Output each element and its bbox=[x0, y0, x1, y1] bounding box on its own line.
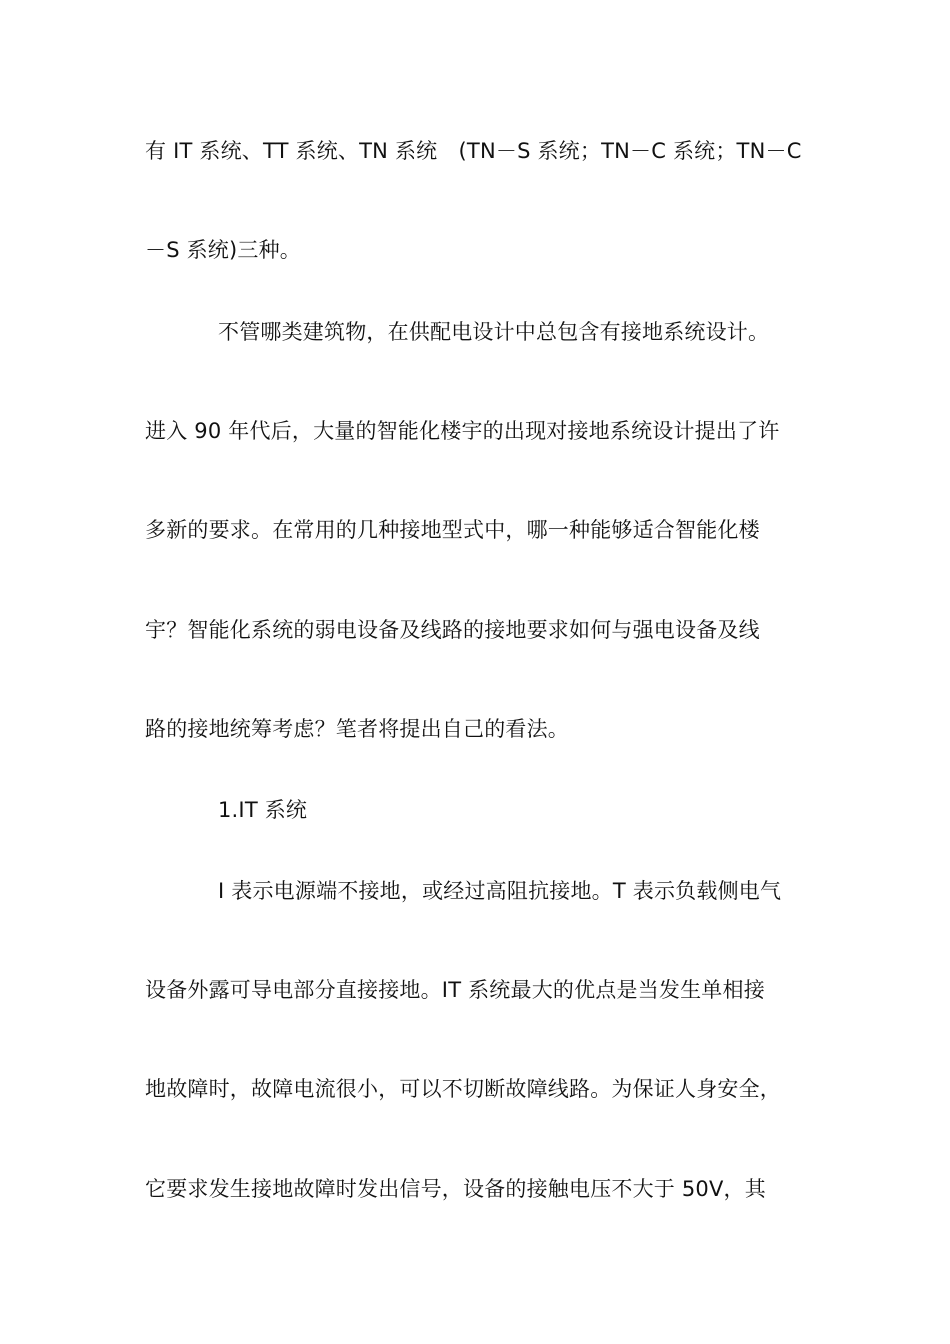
text-line: 进入 90 年代后，大量的智能化楼宇的出现对接地系统设计提出了许 bbox=[145, 419, 780, 443]
text-line: 地故障时，故障电流很小，可以不切断故障线路。为保证人身安全， bbox=[145, 1077, 781, 1101]
text-line: 有 IT 系统、TT 系统、TN 系统 (TN－S 系统；TN－C 系统；TN－C bbox=[145, 139, 802, 163]
text-line: 多新的要求。在常用的几种接地型式中，哪一种能够适合智能化楼 bbox=[145, 518, 760, 542]
text-line: 路的接地统筹考虑？笔者将提出自己的看法。 bbox=[145, 717, 569, 741]
text-line: 它要求发生接地故障时发出信号，设备的接触电压不大于 50V，其 bbox=[145, 1177, 766, 1201]
text-line: 设备外露可导电部分直接接地。IT 系统最大的优点是当发生单相接 bbox=[145, 978, 765, 1002]
paragraph-first-line: 不管哪类建筑物，在供配电设计中总包含有接地系统设计。 bbox=[218, 320, 770, 344]
text-line: 宇？智能化系统的弱电设备及线路的接地要求如何与强电设备及线 bbox=[145, 618, 760, 642]
text-line: －S 系统)三种。 bbox=[145, 238, 301, 262]
section-heading: 1.IT 系统 bbox=[218, 798, 308, 822]
paragraph-first-line: I 表示电源端不接地，或经过高阻抗接地。T 表示负载侧电气 bbox=[218, 879, 782, 903]
